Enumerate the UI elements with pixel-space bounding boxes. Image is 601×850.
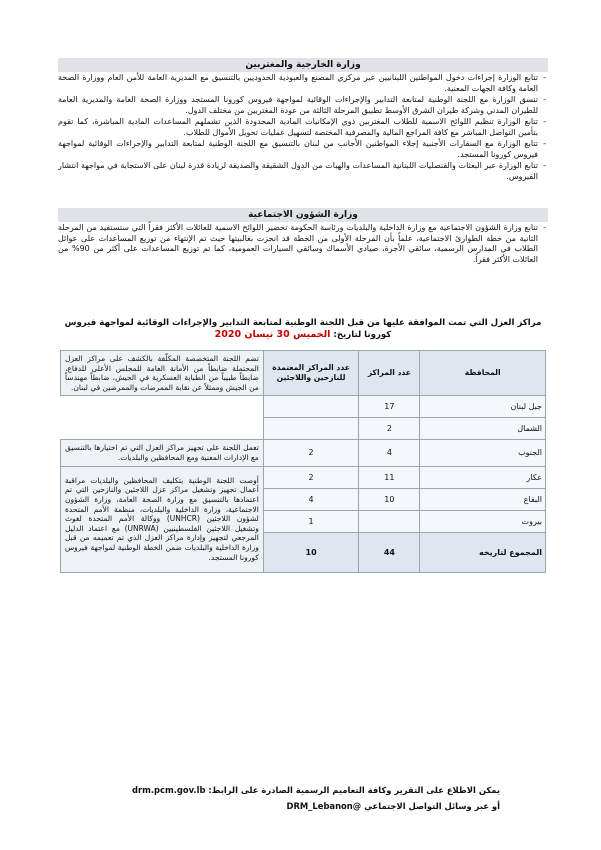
cell-centers: 10 [359, 488, 420, 510]
table-header-row [61, 351, 546, 396]
table-title [58, 317, 548, 341]
cell-approved: 2 [263, 466, 358, 488]
note-recommendation: أوصت اللجنة الوطنية بتكليف المحافظين والبلديات مراقبة أعمال تجهيز وتشغيل مراكز عزل اللاجئين والنازحين التي تم اعتمادها بالتنسيق مع وزارة الصحة العامة، وزارة الشؤون الاجتماعية، وزارة الداخلية والبلديات، منظمة الأمم المتحدة لشؤون اللاجئين (UNHCR) ووكالة الأمم المتحدة لغوث وتشغيل اللاجئين الفلسطينيين (UNRWA) مع اعتماد الدليل المرجعي لتجهيز وإدارة مراكز العزل الذي تم تعميمه من قبل وزارة الداخلية والبلديات ضمن الخطة الوطنية لمواجهة فيروس كورونا المستجد. [61, 466, 264, 572]
list-item: - تتابع الوزارة إجراءات دخول المواطنين اللبنانيين عبر مركزي المصنع والعبودية الحدوديين بالتنسيق مع المديرية العامة للأمن العام ووزارة الصحة العامة وكافة الجهات المعنية. [58, 73, 548, 94]
social-affairs-list [58, 223, 548, 265]
table-row [61, 418, 546, 440]
note-committee: تضم اللجنة المتخصصة المكلّفة بالكشف على مراكز العزل المحتملة ضابطاً من الأمانة العامة للمجلس الأعلى للدفاع، ضابطاً طبيباً من الطبابة العسكرية في الجيش، ضابطاً مهندساً من الجيش وممثلاً عن نقابة الممرضات والممرضين في لبنان. [61, 351, 264, 396]
footer-line2 [120, 800, 500, 812]
cell-centers: 17 [359, 396, 420, 418]
table-title-date-prefix: كورونا لتاريخ: [333, 330, 392, 340]
footer-line1-text: يمكن الاطلاع على التقرير وكافة التعاميم الرسمية الصادرة على الرابط: [208, 785, 500, 795]
foreign-ministry-list [58, 73, 548, 182]
footer-line1 [120, 784, 500, 796]
header-centers: عدد المراكز [359, 351, 420, 396]
cell-centers: 4 [359, 440, 420, 466]
list-item: - تتابع وزارة الشؤون الاجتماعية مع وزارة الداخلية والبلديات ورئاسة الحكومة تحضير اللوائح الاسمية للعائلات الأكثر فقراً التي ستستفيد من المرحلة الثانية من خطة الطوارئ الاجتماعية، علماً بأن المرحلة الأولى من الخطة قد انجزت بغالبيتها حيث تم الإنتهاء من توزيع المساعدات على عوائل الطلاب في المدارس الرسمية، سائقي الأجرة، صيادي الأسماك وسائقي السيارات العمومية، كما تم توزيع المساعدات على أكثر من 90% من العائلات الأكثر فقراً. [58, 223, 548, 265]
section-title: وزارة الخارجية والمغتربين [58, 58, 548, 72]
cell-centers: 2 [359, 418, 420, 440]
cell-approved [263, 396, 358, 418]
cell-governorate: بيروت [420, 510, 546, 532]
table-row [61, 396, 546, 418]
cell-approved: 4 [263, 488, 358, 510]
cell-centers [359, 510, 420, 532]
cell-total-label: المجموع لتاريخه [420, 532, 546, 572]
cell-governorate: البقاع [420, 488, 546, 510]
table-row [61, 440, 546, 466]
footer-social-handle[interactable]: @DRM_Lebanon [286, 801, 362, 811]
cell-centers: 11 [359, 466, 420, 488]
list-item: - تتابع الوزارة مع السفارات الأجنبية إجلاء المواطنين الأجانب من لبنان بالتنسيق مع اللجنة الوطنية لمتابعة التدابير والإجراءات الوقائية لمواجهة فيروس كورونا المستجد. [58, 139, 548, 160]
isolation-centers-table [60, 350, 546, 573]
cell-total-centers: 44 [359, 532, 420, 572]
table-title-line2 [58, 329, 548, 341]
footer [120, 784, 500, 812]
section-title: وزارة الشؤون الاجتماعية [58, 208, 548, 222]
cell-governorate: الشمال [420, 418, 546, 440]
foreign-ministry-section [58, 58, 548, 182]
list-item: - تنسق الوزارة مع اللجنة الوطنية لمتابعة التدابير والإجراءات الوقائية لمواجهة فيروس كورونا المستجد ووزارة الصحة العامة والمديرية العامة للطيران المدني وشركة طيران الشرق الأوسط تطبيق المرحلة الثالثة من عودة المغتربين من مختلف الدول. [58, 95, 548, 116]
table-title-date: الخميس 30 نيسان 2020 [214, 329, 331, 340]
list-item: - تتابع الوزارة تنظيم اللوائح الاسمية للطلاب المغتربين ذوي الإمكانيات المادية المحدودة الذين تشملهم المساعدات المادية المباشرة، كما تقوم بتأمين التواصل المباشر مع كافة المراجع المالية والمصرفية المختصة لتسهيل عمليات تحويل الأموال للطلاب. [58, 117, 548, 138]
header-governorate: المحافظة [420, 351, 546, 396]
table-row [61, 466, 546, 488]
note-equipment: تعمل اللجنة على تجهيز مراكز العزل التي تم اختيارها بالتنسيق مع الإدارات المعنية ومع المحافظين والبلديات. [61, 440, 264, 466]
social-affairs-section [58, 208, 548, 265]
cell-governorate: جبل لبنان [420, 396, 546, 418]
list-item: - تتابع الوزارة عبر البعثات والقنصليات اللبنانية المساعدات والهبات من الدول الشقيقة والصديقة لزيادة قدرة لبنان على الاستجابة في مواجهة انتشار الفيروس. [58, 161, 548, 182]
footer-link[interactable]: drm.pcm.gov.lb [131, 785, 206, 795]
cell-governorate: الجنوب [420, 440, 546, 466]
footer-line2-text: أو عبر وسائل التواصل الاجتماعي [364, 801, 500, 811]
cell-total-approved: 10 [263, 532, 358, 572]
cell-approved [263, 418, 358, 440]
header-approved: عدد المراكز المعتمدة للنازحين واللاجئين [263, 351, 358, 396]
cell-governorate: عكار [420, 466, 546, 488]
cell-approved: 2 [263, 440, 358, 466]
table-title-line1: مراكز العزل التي تمت الموافقة عليها من قبل اللجنة الوطنية لمتابعة التدابير والإجراءات الوقائية لمواجهة فيروس [64, 318, 542, 328]
cell-approved: 1 [263, 510, 358, 532]
